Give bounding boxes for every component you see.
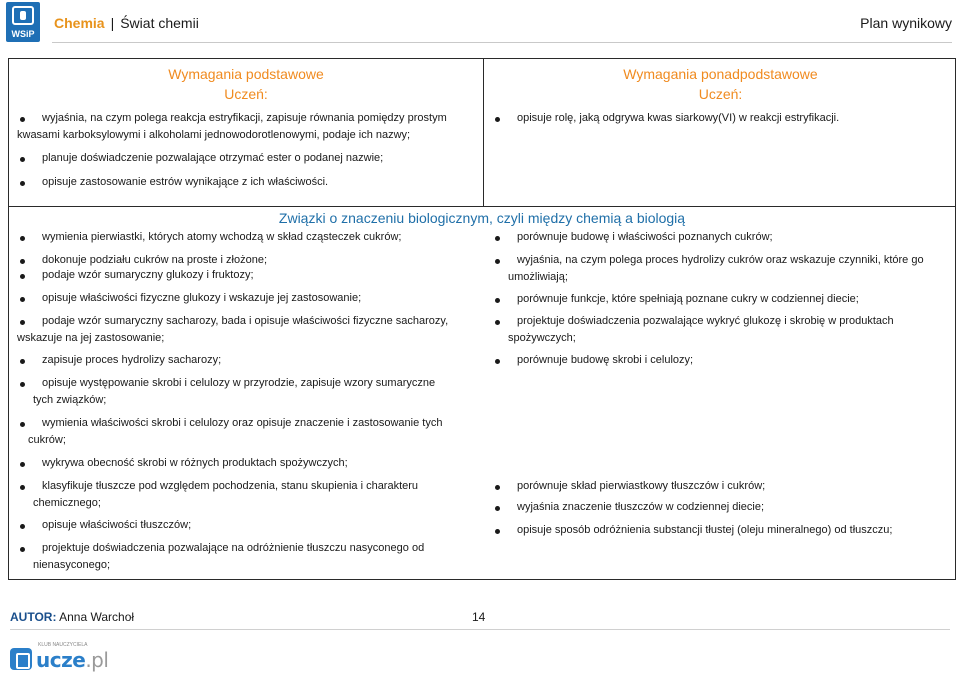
item-line: opisuje rolę, jaką odgrywa kwas siarkowy(VI) w reakcji estryfikacji. xyxy=(517,112,840,124)
item-line: dokonuje podziału cukrów na proste i złożone; xyxy=(42,254,268,266)
list-item xyxy=(17,415,481,449)
item-line-cont: nienasyconego; xyxy=(33,559,111,571)
list-item xyxy=(17,290,481,307)
bullet-icon xyxy=(495,529,500,534)
item-line: wyjaśnia znaczenie tłuszczów w codziennej diecie; xyxy=(517,501,765,513)
item-line-cont: spożywczych; xyxy=(508,332,576,344)
bullet-icon xyxy=(20,117,25,122)
list-item xyxy=(492,522,952,539)
item-line-cont: chemicznego; xyxy=(33,497,101,509)
item-line: planuje doświadczenie pozwalające otrzymać ester o podanej nazwie; xyxy=(42,152,384,164)
list-item xyxy=(17,150,477,167)
item-line: klasyfikuje tłuszcze pod względem pochodzenia, stanu skupienia i charakteru xyxy=(42,480,419,492)
document-title: Plan wynikowy xyxy=(860,15,952,31)
bullet-icon xyxy=(495,298,500,303)
bullet-icon xyxy=(495,236,500,241)
item-line: podaje wzór sumaryczny sacharozy, bada i opisuje właściwości fizyczne sacharozy, xyxy=(42,315,449,327)
bullet-icon xyxy=(495,485,500,490)
wsip-emblem-icon xyxy=(12,6,34,25)
item-line: wymienia właściwości skrobi i celulozy oraz opisuje znaczenie i zastosowanie tych xyxy=(42,417,443,429)
basic-subtitle: Uczeń: xyxy=(224,86,268,102)
bullet-icon xyxy=(495,320,500,325)
list-item xyxy=(492,110,952,127)
basic-requirements-header xyxy=(9,64,483,104)
advanced-title: Wymagania ponadpodstawowe xyxy=(623,66,818,82)
bullet-icon xyxy=(495,117,500,122)
list-item xyxy=(17,375,481,409)
item-line: projektuje doświadczenia pozwalające wykryć glukozę i skrobię w produktach xyxy=(517,315,894,327)
brand-suffix: .pl xyxy=(85,648,109,672)
bullet-icon xyxy=(20,462,25,467)
list-item xyxy=(17,540,481,574)
bullet-icon xyxy=(20,485,25,490)
bullet-icon xyxy=(20,382,25,387)
item-line-cont: cukrów; xyxy=(28,434,66,446)
brand-name xyxy=(36,648,108,672)
item-line: opisuje sposób odróżnienia substancji tłustej (oleju mineralnego) od tłuszczu; xyxy=(517,524,893,536)
bullet-icon xyxy=(20,274,25,279)
item-line: zapisuje proces hydrolizy sacharozy; xyxy=(42,354,222,366)
item-line: wymienia pierwiastki, których atomy wchodzą w skład cząsteczek cukrów; xyxy=(42,231,402,243)
bullet-icon xyxy=(20,524,25,529)
advanced-requirements-header xyxy=(484,64,957,104)
list-item xyxy=(17,517,481,534)
header-divider xyxy=(52,42,952,43)
list-item xyxy=(17,352,481,369)
bullet-icon xyxy=(495,506,500,511)
item-line: porównuje skład pierwiastkowy tłuszczów i cukrów; xyxy=(517,480,766,492)
item-line: projektuje doświadczenia pozwalające na odróżnienie tłuszczu nasyconego od xyxy=(42,542,425,554)
author-line xyxy=(10,610,134,624)
list-item xyxy=(17,174,477,191)
series-name: Świat chemii xyxy=(120,15,199,31)
list-item xyxy=(492,352,952,369)
list-item xyxy=(17,478,481,512)
page-number: 14 xyxy=(472,610,486,624)
item-line: opisuje zastosowanie estrów wynikające z ich właściwości. xyxy=(42,176,329,188)
bullet-icon xyxy=(20,359,25,364)
bullet-icon xyxy=(20,259,25,264)
bullet-icon xyxy=(20,297,25,302)
bullet-icon xyxy=(20,236,25,241)
footer-divider xyxy=(10,629,950,630)
item-line: wyjaśnia, na czym polega proces hydrolizy cukrów oraz wskazuje czynniki, które go xyxy=(517,254,924,266)
brand-tagline: KLUB NAUCZYCIELA xyxy=(38,642,88,648)
basic-title: Wymagania podstawowe xyxy=(168,66,324,82)
bullet-icon xyxy=(20,181,25,186)
bullet-icon xyxy=(20,320,25,325)
item-line-cont: kwasami karboksylowymi i alkoholami jednowodorotlenowymi, podaje ich nazwy; xyxy=(17,129,411,141)
bullet-icon xyxy=(495,359,500,364)
list-item xyxy=(492,499,952,516)
bullet-icon xyxy=(20,422,25,427)
item-line: wyjaśnia, na czym polega reakcja estryfikacji, zapisuje równania pomiędzy prostym xyxy=(42,112,447,124)
advanced-subtitle: Uczeń: xyxy=(698,86,743,102)
item-line-cont: tych związków; xyxy=(33,394,107,406)
item-line: opisuje występowanie skrobi i celulozy w przyrodzie, zapisuje wzory sumaryczne xyxy=(42,377,436,389)
requirements-table xyxy=(8,58,956,580)
list-item xyxy=(492,252,952,286)
item-line: porównuje budowę skrobi i celulozy; xyxy=(517,354,694,366)
list-item xyxy=(492,478,952,495)
list-item xyxy=(17,455,481,472)
item-line: porównuje funkcje, które spełniają poznane cukry w codziennej diecie; xyxy=(517,293,859,305)
publisher-name: WSiP xyxy=(11,29,35,39)
list-item xyxy=(17,110,477,144)
ucze-emblem-icon xyxy=(10,648,32,670)
bullet-icon xyxy=(495,259,500,264)
header-separator: | xyxy=(110,15,115,31)
row-divider xyxy=(9,206,955,207)
subject-name: Chemia xyxy=(54,15,105,31)
ucze-logo xyxy=(10,642,109,674)
list-item xyxy=(492,229,952,246)
item-line-cont: wskazuje na jej zastosowanie; xyxy=(17,332,165,344)
item-line-cont: umożliwiają; xyxy=(508,271,568,283)
author-name: Anna Warchoł xyxy=(59,610,135,624)
list-item xyxy=(17,229,481,246)
wsip-logo xyxy=(6,2,40,42)
brand-main: ucze xyxy=(36,648,86,672)
list-item xyxy=(492,313,952,347)
section-title: Związki o znaczeniu biologicznym, czyli między chemią a biologią xyxy=(278,210,686,226)
item-line: podaje wzór sumaryczny glukozy i fruktozy; xyxy=(42,269,254,281)
author-label: AUTOR: xyxy=(10,610,57,624)
item-line: opisuje właściwości fizyczne glukozy i wskazuje jej zastosowanie; xyxy=(42,292,362,304)
header-left xyxy=(54,15,199,31)
item-line: wykrywa obecność skrobi w różnych produktach spożywczych; xyxy=(42,457,348,469)
list-item xyxy=(492,291,952,308)
list-item xyxy=(17,313,481,347)
bullet-icon xyxy=(20,157,25,162)
bullet-icon xyxy=(20,547,25,552)
item-line: porównuje budowę i właściwości poznanych cukrów; xyxy=(517,231,773,243)
item-line: opisuje właściwości tłuszczów; xyxy=(42,519,192,531)
list-item xyxy=(17,267,481,284)
